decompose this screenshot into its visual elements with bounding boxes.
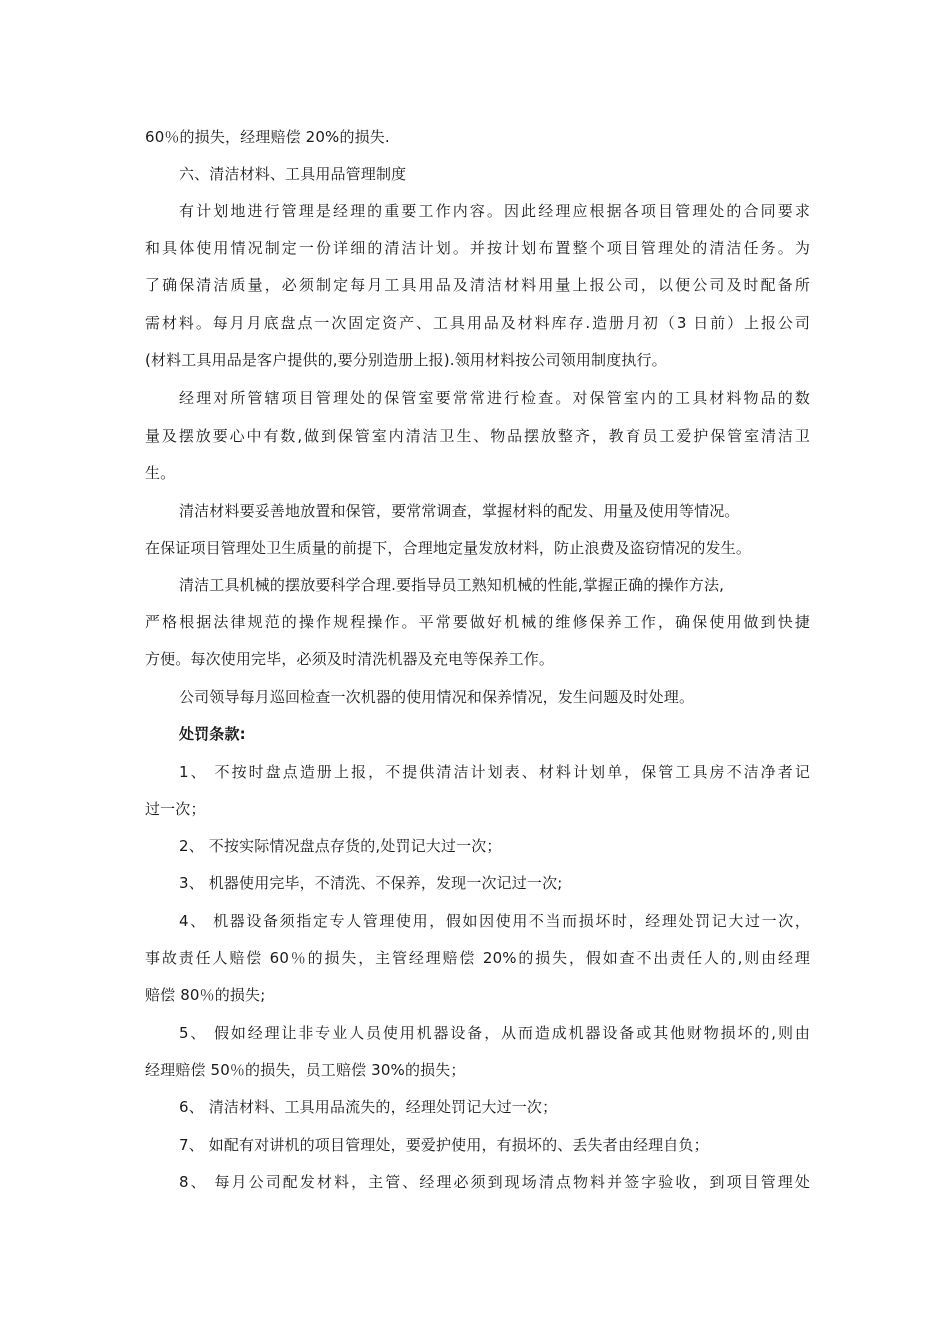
penalty-item: 赔偿 80％的损失; [145,986,266,1004]
paragraph-line: (材料工具用品是客户提供的,要分别造册上报).领用材料按公司领用制度执行。 [145,351,667,369]
penalty-item: 过一次； [145,800,206,818]
penalty-item: 3、 机器使用完毕，不清洗、不保养，发现一次记过一次; [179,874,563,892]
penalty-item: 8、 每月公司配发材料，主管、经理必须到现场清点物料并签字验收，到项目管理处 [179,1173,810,1191]
paragraph-line: 清洁材料要妥善地放置和保管，要常常调查，掌握材料的配发、用量及使用等情况。 [179,502,740,520]
penalty-item: 5、 假如经理让非专业人员使用机器设备，从而造成机器设备或其他财物损坏的,则由 [179,1024,810,1042]
penalty-item: 6、 清洁材料、工具用品流失的，经理处罚记大过一次； [179,1098,558,1116]
paragraph-line: 有计划地进行管理是经理的重要工作内容。因此经理应根据各项目管理处的合同要求 [179,202,810,220]
paragraph-line: 60％的损失，经理赔偿 20%的损失. [145,128,390,146]
penalty-item: 事故责任人赔偿 60％的损失，主管经理赔偿 20%的损失，假如查不出责任人的,则由经理 [145,949,810,967]
penalty-item: 2、 不按实际情况盘点存货的,处罚记大过一次； [179,837,502,855]
paragraph-line: 方便。每次使用完毕，必须及时清洗机器及充电等保养工作。 [145,650,555,668]
paragraph-line: 量及摆放要心中有数,做到保管室内清洁卫生、物品摆放整齐，教育员工爱护保管室清洁卫 [145,427,810,445]
paragraph-line: 需材料。每月月底盘点一次固定资产、工具用品及材料库存.造册月初（3 日前）上报公司 [145,314,810,332]
paragraph-line: 了确保清洁质量，必须制定每月工具用品及清洁材料用量上报公司，以便公司及时配备所 [145,276,810,294]
paragraph-line: 和具体使用情况制定一份详细的清洁计划。并按计划布置整个项目管理处的清洁任务。为 [145,239,810,257]
paragraph-line: 在保证项目管理处卫生质量的前提下，合理地定量发放材料，防止浪费及盗窃情况的发生。 [145,539,752,557]
paragraph-line: 公司领导每月巡回检查一次机器的使用情况和保养情况，发生问题及时处理。 [179,688,695,706]
section-heading: 六、清洁材料、工具用品管理制度 [179,165,407,183]
paragraph-line: 经理对所管辖项目管理处的保管室要常常进行检查。对保管室内的工具材料物品的数 [179,389,810,407]
paragraph-line: 严格根据法律规范的操作规程操作。平常要做好机械的维修保养工作，确保使用做到快捷 [145,613,810,631]
paragraph-line: 生。 [145,464,176,482]
penalty-item: 7、 如配有对讲机的项目管理处，要爱护使用，有损坏的、丢失者由经理自负； [179,1136,709,1154]
paragraph-line: 清洁工具机械的摆放要科学合理.要指导员工熟知机械的性能,掌握正确的操作方法, [179,576,725,594]
penalty-item: 1、 不按时盘点造册上报，不提供清洁计划表、材料计划单，保管工具房不洁净者记 [179,763,810,781]
penalty-item: 经理赔偿 50％的损失，员工赔偿 30%的损失； [145,1061,466,1079]
penalty-item: 4、 机器设备须指定专人管理使用，假如因使用不当而损坏时，经理处罚记大过一次， [179,912,810,930]
penalty-heading: 处罚条款: [179,725,246,743]
